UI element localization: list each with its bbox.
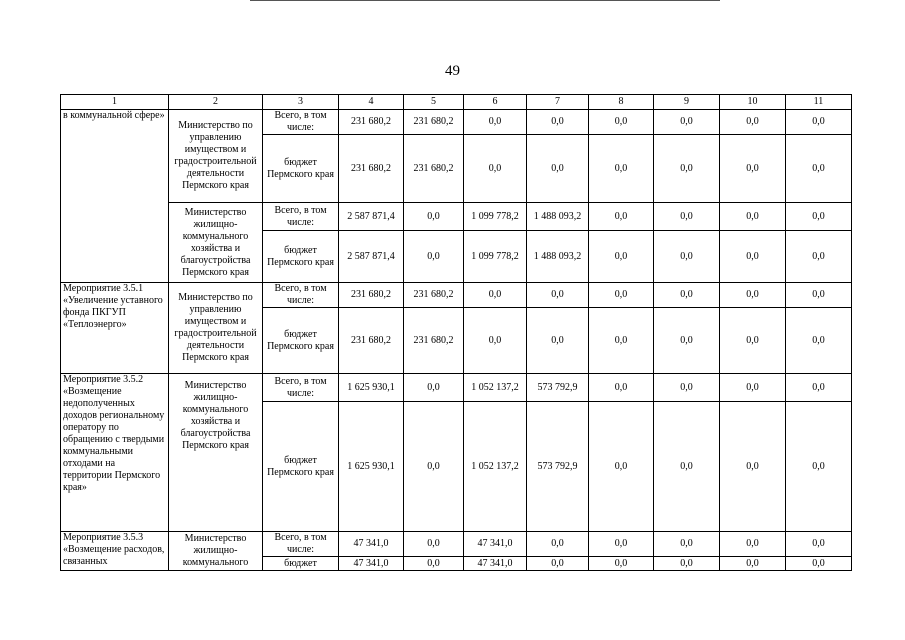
value-cell: 1 099 778,2 [464,231,527,283]
value-cell: 0,0 [589,231,654,283]
value-cell: 0,0 [654,532,720,557]
source-cell: Всего, в том числе: [263,283,339,308]
value-cell: 0,0 [589,283,654,308]
value-cell: 0,0 [589,110,654,135]
value-cell: 231 680,2 [404,135,464,203]
value-cell: 0,0 [654,283,720,308]
value-cell: 0,0 [786,374,852,402]
value-cell: 231 680,2 [339,283,404,308]
activity-cell: Мероприятие 3.5.2 «Возмещение недополученных доходов региональному оператору по обращению с твердыми коммунальными отходами на территории Пермского края» [61,374,169,532]
value-cell: 0,0 [464,135,527,203]
value-cell: 0,0 [464,110,527,135]
value-cell: 0,0 [720,231,786,283]
value-cell: 0,0 [589,374,654,402]
value-cell: 0,0 [786,532,852,557]
value-cell: 231 680,2 [339,135,404,203]
value-cell: 0,0 [720,283,786,308]
value-cell: 573 792,9 [527,374,589,402]
page-number: 49 [445,63,460,79]
value-cell: 0,0 [654,308,720,374]
value-cell: 47 341,0 [464,532,527,557]
value-cell: 0,0 [527,110,589,135]
header-cell: 7 [527,95,589,110]
top-rule [250,0,720,1]
value-cell: 0,0 [527,135,589,203]
table-row [61,532,852,557]
executor-cell: Министерство жилищно-коммунального [169,532,263,571]
value-cell: 0,0 [720,402,786,532]
executor-cell: Министерство по управлению имуществом и градостроительной деятельности Пермского края [169,110,263,203]
value-cell: 1 099 778,2 [464,203,527,231]
value-cell: 231 680,2 [404,110,464,135]
value-cell: 573 792,9 [527,402,589,532]
value-cell: 0,0 [654,402,720,532]
activity-cell: Мероприятие 3.5.3 «Возмещение расходов, связанных [61,532,169,571]
header-cell: 10 [720,95,786,110]
value-cell: 0,0 [464,283,527,308]
value-cell: 0,0 [589,557,654,571]
value-cell: 0,0 [527,532,589,557]
header-cell: 6 [464,95,527,110]
value-cell: 0,0 [654,203,720,231]
source-cell: бюджет Пермского края [263,308,339,374]
source-cell: бюджет Пермского края [263,402,339,532]
value-cell: 231 680,2 [404,283,464,308]
executor-cell: Министерство по управлению имуществом и градостроительной деятельности Пермского края [169,283,263,374]
value-cell: 47 341,0 [464,557,527,571]
source-cell: бюджет Пермского края [263,231,339,283]
header-cell: 1 [61,95,169,110]
value-cell: 0,0 [786,203,852,231]
value-cell: 0,0 [720,557,786,571]
source-cell: Всего, в том числе: [263,203,339,231]
table-row [61,110,852,135]
table-header-row [61,95,852,110]
header-cell: 3 [263,95,339,110]
header-cell: 4 [339,95,404,110]
value-cell: 0,0 [786,402,852,532]
value-cell: 0,0 [786,135,852,203]
value-cell: 2 587 871,4 [339,203,404,231]
value-cell: 1 625 930,1 [339,402,404,532]
value-cell: 1 625 930,1 [339,374,404,402]
table-row [61,283,852,308]
value-cell: 0,0 [720,110,786,135]
budget-table [60,94,852,571]
value-cell: 0,0 [404,532,464,557]
value-cell: 1 052 137,2 [464,374,527,402]
value-cell: 231 680,2 [339,308,404,374]
activity-cell: Мероприятие 3.5.1 «Увеличение уставного фонда ПКГУП «Теплоэнерго» [61,283,169,374]
value-cell: 0,0 [589,135,654,203]
value-cell: 0,0 [404,402,464,532]
value-cell: 0,0 [720,374,786,402]
value-cell: 0,0 [527,557,589,571]
source-cell: Всего, в том числе: [263,110,339,135]
value-cell: 47 341,0 [339,557,404,571]
value-cell: 0,0 [527,308,589,374]
table-row [61,374,852,402]
executor-cell: Министерство жилищно-коммунального хозяйства и благоустройства Пермского края [169,203,263,283]
value-cell: 231 680,2 [404,308,464,374]
source-cell: бюджет [263,557,339,571]
value-cell: 0,0 [589,532,654,557]
header-cell: 5 [404,95,464,110]
value-cell: 0,0 [786,231,852,283]
value-cell: 0,0 [404,374,464,402]
value-cell: 0,0 [527,283,589,308]
value-cell: 0,0 [654,557,720,571]
value-cell: 0,0 [786,110,852,135]
value-cell: 0,0 [654,374,720,402]
value-cell: 0,0 [720,135,786,203]
value-cell: 0,0 [720,532,786,557]
value-cell: 0,0 [654,110,720,135]
value-cell: 0,0 [720,203,786,231]
table-row [61,203,852,231]
value-cell: 2 587 871,4 [339,231,404,283]
value-cell: 47 341,0 [339,532,404,557]
value-cell: 0,0 [589,203,654,231]
header-cell: 2 [169,95,263,110]
value-cell: 0,0 [404,231,464,283]
value-cell: 0,0 [464,308,527,374]
value-cell: 0,0 [654,231,720,283]
value-cell: 0,0 [404,203,464,231]
value-cell: 0,0 [654,135,720,203]
source-cell: Всего, в том числе: [263,374,339,402]
value-cell: 1 488 093,2 [527,203,589,231]
value-cell: 1 052 137,2 [464,402,527,532]
value-cell: 0,0 [404,557,464,571]
value-cell: 0,0 [720,308,786,374]
value-cell: 0,0 [786,308,852,374]
header-cell: 8 [589,95,654,110]
value-cell: 0,0 [589,402,654,532]
source-cell: Всего, в том числе: [263,532,339,557]
executor-cell: Министерство жилищно-коммунального хозяйства и благоустройства Пермского края [169,374,263,532]
value-cell: 0,0 [786,557,852,571]
value-cell: 0,0 [589,308,654,374]
value-cell: 231 680,2 [339,110,404,135]
header-cell: 11 [786,95,852,110]
value-cell: 1 488 093,2 [527,231,589,283]
activity-cell: в коммунальной сфере» [61,110,169,283]
source-cell: бюджет Пермского края [263,135,339,203]
value-cell: 0,0 [786,283,852,308]
header-cell: 9 [654,95,720,110]
